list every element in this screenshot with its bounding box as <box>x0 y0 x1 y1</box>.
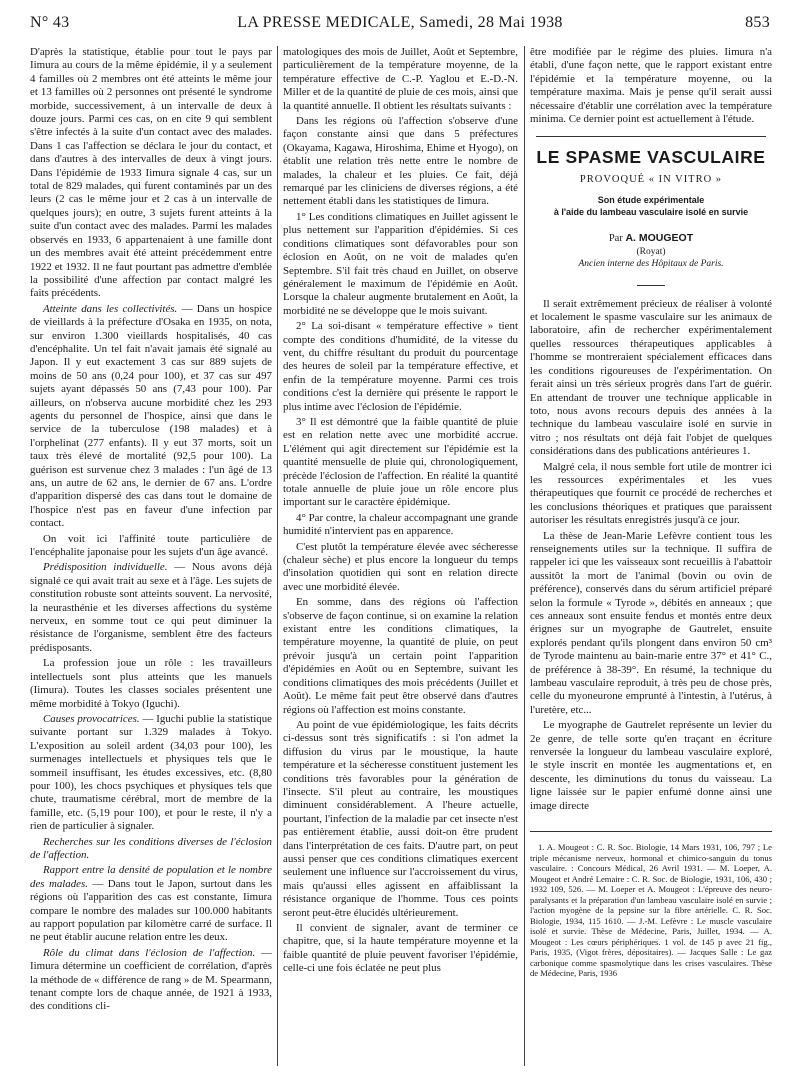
article-study-line: Son étude expérimentale <box>597 195 705 206</box>
footnotes <box>530 842 772 979</box>
paragraph-text: — Nous avons déjà signalé ce qui avait trait au sexe et à l'âge. Les sujets de constitution robuste sont atteints souvent. La nervosité, la neurasthénie et les diverses affections du système nerveux, en somme tout ce qui peut diminuer la résistance de l'organisme, semblent être des facteurs prédisposants. <box>30 561 272 654</box>
paragraph <box>30 864 272 944</box>
issue-number: N° 43 <box>30 14 70 31</box>
paragraph: 4° Par contre, la chaleur accompagnant une grande humidité n'intervient pas en apparence. <box>283 511 518 538</box>
section-subheading: Rapport entre la densité de population et le nombre des malades. <box>30 864 272 890</box>
article-study-line: à l'aide du lambeau vasculaire isolé en survie <box>553 207 749 218</box>
author-affiliation: Ancien interne des Hôpitaux de Paris. <box>578 259 724 270</box>
paragraph-text: — Iimura détermine un coefficient de corrélation, d'après la méthode de « différence de rang » de M. Spearmann, tenant compte lors de chaque année, de 1921 à 1933, des conditions cli- <box>30 946 272 1013</box>
paragraph: La thèse de Jean-Marie Lefèvre contient tous les renseignements utiles sur la technique. Il suffira de rappeler ici que les vaisseaux sont recueillis à l'abattoir aussitôt la mort de l'animal (bovin ou ovin de préférence), conservés dans du sérum artificiel préparé selon la formule « Tyrode », débités en anneaux ; que ces anneaux sont ensuite fendus et montés entre deux érignes sur un myographe de Gautrelet, ensuite explorés pendant qu'ils plongent dans environ 50 cm³ de Tyrode maintenu au bain-marie entre 37° et 41° C., de préférence à 38-39°. En résumé, la technique du lambeau vasculaire reproduit, à très peu de chose près, celle du myoneurone emprunté à l'intestin, à l'utérus, à l'uretère, etc... <box>530 529 772 716</box>
paragraph: 3° Il est démontré que la faible quantité de pluie est en relation nette avec une morbidité accrue. L'élément qui agit directement sur l'épidémie est la quantité mensuelle de pluie qui, chronologiquement, précède l'éclosion de l'affection. En réalité la quantité totale annuelle de pluie joue un rôle encore plus important sur le caractère épidémique. <box>283 415 518 509</box>
paragraph: Il convient de signaler, avant de terminer ce chapitre, que, si la haute température moyenne et la faible quantité de pluie peuvent favoriser l'épidémie, celle-ci une fois éclatée ne peut plus <box>283 922 518 975</box>
text-column-left <box>30 46 272 1066</box>
paragraph-text: — Dans un hospice de vieillards à la préfecture d'Osaka en 1935, on nota, sur environ 1.300 vieillards hospitalisés, 40 cas d'encéphalite. Un tel fait n'avait jamais été signalé au Japon. Il y eut exactement 3 cas sur 889 sujets de moins de 50 ans (0,24 pour 100), et 37 cas sur 497 sujets ayant dépassés 50 ans (7,43 pour 100). Par ailleurs, on n'observa aucune morbidité chez les 293 agents du personnel de l'hospice, ainsi que dans le service de la tuberculose (198 malades) et à l'orphelinat (277 enfants). Il y eut 37 morts, soit un taux très élevé de mortalité (92,5 pour 100). La guérison est survenue chez 3 malades : l'un âgé de 13 ans, un autre de 62 ans, le dernier de 67 ans. L'ordre d'apparition dispersé des cas dans tout le domaine de l'hospice n'est pas en faveur d'une infection par contact. <box>30 302 272 530</box>
journal-title: LA PRESSE MEDICALE, Samedi, 28 Mai 1938 <box>237 14 563 31</box>
article-separator <box>536 136 766 137</box>
paragraph: On voit ici l'affinité toute particulière de l'encéphalite japonaise pour les sujets d'un âge avancé. <box>30 532 272 559</box>
author-location: (Royat) <box>636 246 666 257</box>
paragraph-text: — Dans tout le Japon, surtout dans les régions où l'apparition des cas est constante, Iimura compare le nombre des malades sur 100.000 habitants au rapport population par kilomètre carré de surface. Il ne peut établir aucune relation entre les deux. <box>30 877 272 944</box>
column-divider <box>277 46 278 1066</box>
author-name: A. MOUGEOT <box>625 232 694 245</box>
text-column-right <box>530 46 772 1066</box>
paragraph: C'est plutôt la température élevée avec sécheresse (chaleur sèche) et plus encore la longueur du temps d'insolation quotidien qui sont en relation directe avec une morbidité élevée. <box>283 540 518 593</box>
byline-prefix: Par <box>608 233 626 245</box>
section-subheading: Atteinte dans les collectivités. <box>43 302 178 315</box>
paragraph: En somme, dans des régions où l'affection s'observe de façon continue, si on examine la relation existant entre les conditions climatiques, la température moyenne, la quantité de pluie, on peut prévoir jusqu'à un certain point l'apparition d'épidémies en Août ou en Septembre, suivant les conditions climatiques des mois précédents (Juillet et Août). Le même fait peut être observé dans d'autres régions où l'affection est moins constante. <box>283 596 518 716</box>
paragraph: Dans les régions où l'affection s'observe d'une façon constante ainsi que dans 5 préfectures (Okayama, Kagawa, Hiroshima, Ehime et Hyogo), on établit une relation très nette entre le nombre de malades, la chaleur et les pluies. Ce fait, déjà remarqué par les cliniciens de diverses régions, a été nettement établi dans les statistiques de Iimura. <box>283 115 518 208</box>
column-divider <box>524 46 525 1066</box>
paragraph: Malgré cela, il nous semble fort utile de montrer ici les ressources expérimentales et les vues thérapeutiques que fournit ce procédé de recherches et les conclusions théoriques et pratiques que paraissent autoriser les résultats enregistrés jusqu'à ce jour. <box>530 460 772 527</box>
article-title: LE SPASME VASCULAIRE <box>536 147 766 168</box>
paragraph <box>30 947 272 1014</box>
footnote-rule <box>530 831 772 832</box>
section-subheading: Rôle du climat dans l'éclosion de l'affection. <box>43 946 256 959</box>
paragraph <box>30 561 272 655</box>
byline-rule <box>637 285 665 286</box>
paragraph: D'après la statistique, établie pour tout le pays par Iimura au cours de la même épidémie, il y a seulement 4 familles où 2 membres ont été atteints le même jour et 13 familles où 2 personnes ont présenté le syndrome morbide, successivement, à un intervalle de deux à douze jours. Parmi ces cas, on en cite 9 qui semblent s'être infectés à la suite d'un contact avec des malades. Dans 1 cas l'affection se déclara le jour du contact, et dans d'autres à des intervalles de deux à vingt jours. Dans l'épidémie de 1933 Iimura signale 4 cas, sur un total de 829 malades, qui furent contaminés par un des leurs (2 cas le même jour et 2 cas à un intervalle de quelques jours); en outre, 3 sujets furent atteints à la suite d'un contact avec des malades. Parmi les malades observés en 1933, 6 appartenaient à une famille dont un des membres avait été atteint précédemment entre 1922 et 1932. Il ne faut pourtant pas admettre d'emblée la possibilité d'une affection par contact malgré les faits précédents. <box>30 46 272 300</box>
section-subheading: Causes provocatrices. <box>43 712 140 725</box>
section-heading: Recherches sur les conditions diverses de l'éclosion de l'affection. <box>30 835 272 861</box>
paragraph: matologiques des mois de Juillet, Août et Septembre, particulièrement de la température moyenne, de la température effective de C.-P. Yaglou et E.-D.-N. Miller et de la quantité de pluie de ces mois, ainsi que la quantité annuelle. Il obtient les résultats suivants : <box>283 46 518 112</box>
paragraph: Au point de vue épidémiologique, les faits décrits ci-dessus sont très significatifs : si l'on admet la diffusion du virus par le moustique, la haute température et la sécheresse constituent justement les conditions très favorables pour la génération de l'insecte. S'il pleut au contraire, les moustiques diminuent considérablement. A l'heure actuelle, pourtant, l'infection de la maladie par cet insecte n'est pas entièrement établie, aussi doit-on être prudent dans l'interprétation de ces faits. D'autre part, on peut aussi penser que ces conditions climatiques exercent seulement une influence sur l'accroissement du virus, mais qu'aussi elles agissent en affaiblissant la résistance organique de l'homme. Tous ces points seront peut-être élucidés ultérieurement. <box>283 718 518 919</box>
paragraph: 2° La soi-disant « température effective » tient compte des conditions d'humidité, de la vitesse du vent, du chiffre résultant du produit du pourcentage des heures de soleil par la température effective, et enfin de la température moyenne. Parmi ces trois conditions c'est la dernière qui présente le rapport le plus intime avec l'éclosion de l'épidémie. <box>283 320 518 413</box>
footnote: 1. A. Mougeot : C. R. Soc. Biologie, 14 Mars 1931, 106, 797 ; Le triple mécanisme nerveux, hormonal et chimico-sanguin du tonus vasculaire. : Concours Médical, 26 Avril 1931. — M. Loeper, A. Mougeot et André Lemaire : C. R. Soc. de Biologie, 1931, 106, 430 ; 1932 109, 526. — M. Loeper et A. Mougeot : L'épreuve des neuro-paralysants et la préparation d'un lambeau vasculaire isolé en survie ; l'action myogène de la pepsine sur la fibre artérielle. C. R. Soc. Biologie, 1934, 115 1610. — J.-M. Lefèvre : Le muscle vasculaire isolé et survie. Thèse de Médecine, Paris, Juillet, 1934. — A. Mougeot : Les cœurs périphériques. 1 vol. de 145 p avec 21 fig., Paris, 1935, (Vigot frères, dépositaires). — Jacques Salle : Le gaz carbonique comme spasmolytique dans les crises vasculaires. Thèse de Médecine, Paris, 1936 <box>530 842 772 979</box>
paragraph <box>30 713 272 834</box>
paragraph <box>30 303 272 531</box>
article-byline <box>530 232 772 245</box>
page-number: 853 <box>745 14 770 31</box>
running-header <box>30 14 770 36</box>
article-subtitle: PROVOQUÉ « IN VITRO » <box>579 173 723 185</box>
section-subheading: Prédisposition individuelle. <box>43 561 168 574</box>
paragraph-text: — Iguchi publie la statistique suivante portant sur 1.329 malades à Tokyo. L'exposition au soleil ardent (34,03 pour 100), les surmenages intellectuels et physiques tels que le sommeil insuffisant, les études excessives, etc. (8,80 pour 100), les chocs psychiques et physiques tels que chute, traumatisme cérébral, mort de membre de la famille, etc. (5,19 pour 100), et pour le reste, il n'y a rien de particulier à signaler. <box>30 712 272 833</box>
paragraph: Il serait extrêmement précieux de réaliser à volonté et localement le spasme vasculaire sur les animaux de laboratoire, afin de rechercher expérimentalement quelles ressources thérapeutiques applicables à l'homme se montreraient spécialement efficaces dans les conditions rigoureuses de l'expérimentation. On ferait ainsi un très sérieux progrès dans l'art de guérir. En attendant de trouver une technique applicable in toto, nous avons recours depuis des années à la technique du lambeau vasculaire isolé en survie in vitro ; nos résultats ont déjà fait l'objet de quelques considérations dans des publications antérieures 1. <box>530 297 772 458</box>
paragraph: être modifiée par le régime des pluies. Iimura n'a établi, d'une façon nette, que le rapport existant entre l'épidémie et la température moyenne, ou la température maxima. Mais je pense qu'il serait aussi nécessaire d'établir une corrélation avec la température minima. Ce dernier point est actuellement à l'étude. <box>530 46 772 126</box>
paragraph: La profession joue un rôle : les travailleurs intellectuels sont plus atteints que les manuels (Iimura). Toutes les classes sociales présentent une même morbidité à Tokyo (Iguchi). <box>30 657 272 710</box>
paragraph: Le myographe de Gautrelet représente un levier du 2e genre, de telle sorte qu'en traçant en écriture renversée la longueur du lambeau vasculaire exploré, le style inscrit en montée les augmentations et, en descente, les diminutions du tonus du vaisseau. La ligne laissée sur le papier enfumé donne ainsi une image directe <box>530 719 772 812</box>
text-column-middle <box>283 46 518 1066</box>
paragraph: 1° Les conditions climatiques en Juillet agissent le plus nettement sur l'apparition d'épidémies. Si ces conditions climatiques sont défavorables pour son éclosion en Août, on ne voit de malades qu'en Septembre. S'il fait très chaud en Juillet, on observe généralement le maximum de l'épidémie en Août. Lorsque la chaleur augmente brutalement en Août, la morbidité ne se développe que le mois suivant. <box>283 210 518 317</box>
